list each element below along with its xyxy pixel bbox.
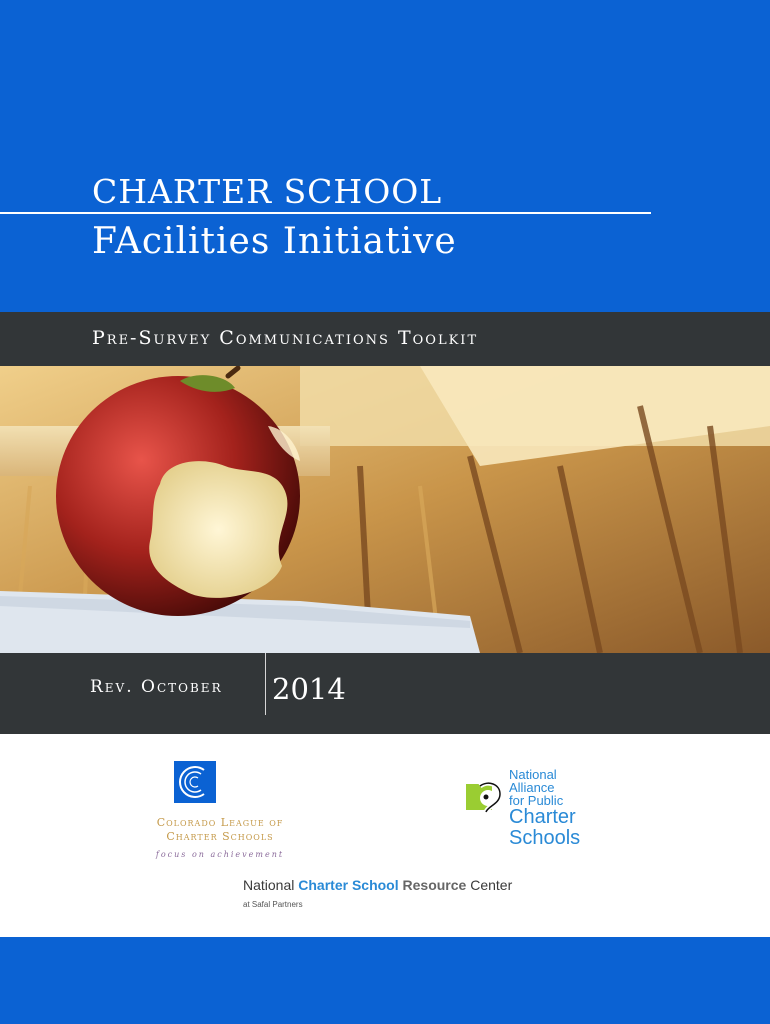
revision-label: Rev. October (90, 677, 223, 697)
title-divider (0, 212, 651, 214)
ncsrc-name (243, 877, 512, 893)
napcs-line1: National (509, 767, 557, 782)
subtitle: Pre-Survey Communications Toolkit (92, 327, 479, 349)
napcs-line4: Charter (509, 806, 576, 828)
napcs-line3: for Public (509, 793, 564, 808)
ncsrc-part3: Resource (402, 877, 467, 893)
cover-photo-apple (0, 366, 770, 653)
partner-logos (0, 734, 770, 937)
revision-year: 2014 (272, 672, 346, 706)
revision-band (0, 653, 770, 734)
napcs-line2: Alliance (509, 780, 555, 795)
napcs-line5: Schools (509, 827, 581, 849)
title-line-1: CHARTER SCHOOL (92, 172, 443, 211)
ncsrc-subtitle: at Safal Partners (243, 900, 303, 909)
title-line-2: FAcilities Initiative (92, 221, 457, 262)
clcs-logo-icon (174, 761, 216, 803)
clcs-name-line2: Charter Schools (166, 830, 274, 843)
ncsrc-part1: National (243, 877, 295, 893)
napcs-name (509, 768, 580, 849)
napcs-logo-icon (466, 776, 506, 816)
ncsrc-part4: Center (470, 877, 513, 893)
footer-band (0, 937, 770, 1024)
clcs-name-line1: Colorado League of (156, 816, 284, 829)
title-band (0, 0, 770, 312)
clcs-name (140, 816, 300, 844)
revision-divider (265, 653, 266, 715)
clcs-tagline: focus on achievement (155, 850, 285, 859)
ncsrc-part2: Charter School (298, 877, 399, 893)
subtitle-band (0, 312, 770, 366)
